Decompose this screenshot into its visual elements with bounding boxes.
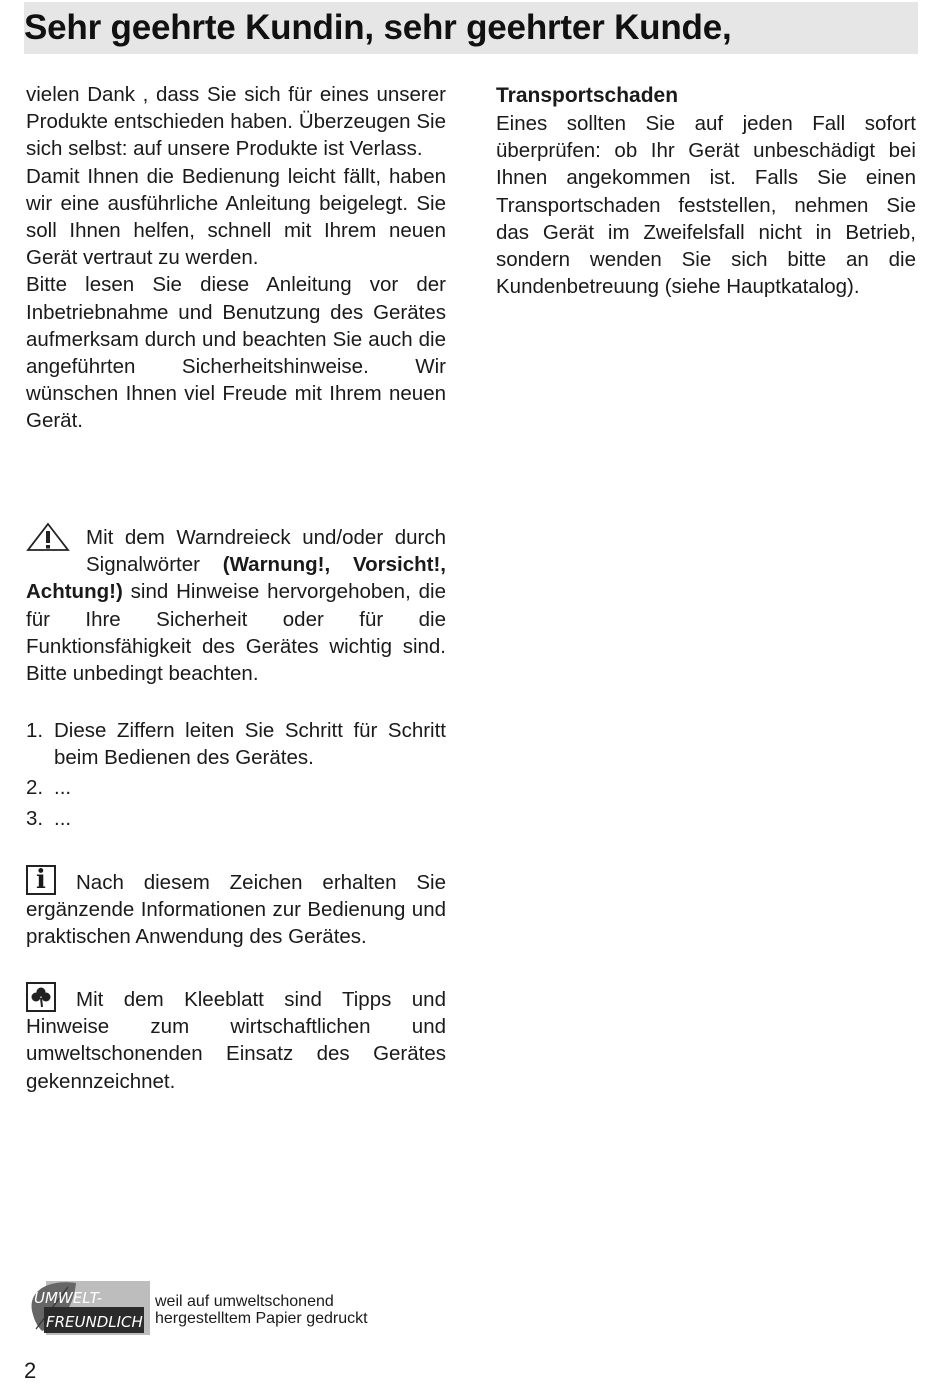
eco-line-2: hergestelltem Papier gedruckt [155, 1310, 368, 1327]
intro-column [26, 81, 446, 435]
intro-paragraph-2: Damit Ihnen die Bedienung leicht fällt, haben wir eine ausführliche Anleitung beigelegt. Sie soll Ihnen helfen, schnell mit Ihrem neuen Gerät vertraut zu werden. [26, 164, 446, 270]
warning-note [26, 524, 446, 687]
page-number: 2 [24, 1358, 37, 1383]
warning-text [26, 524, 446, 687]
clover-text: Mit dem Kleeblatt sind Tipps und Hinweise zum wirtschaftlichen und umweltschonenden Einsatz des Gerätes gekennzeichnet. [26, 988, 446, 1093]
step-number: 3. [26, 806, 44, 830]
step-text: Diese Ziffern leiten Sie Schritt für Schritt beim Bedienen des Gerätes. [54, 719, 446, 770]
list-item [26, 717, 446, 771]
clover-note [26, 986, 446, 1095]
info-text: Nach diesem Zeichen erhalten Sie ergänzende Informationen zur Bedienung und praktischen Anwendung des Gerätes. [26, 871, 446, 949]
step-number: 1. [26, 719, 44, 742]
page-title: Sehr geehrte Kundin, sehr geehrter Kunde, [24, 8, 732, 47]
logo-line-2: FREUNDLICH [46, 1313, 143, 1331]
header-bar [24, 2, 918, 54]
transport-text: Eines sollten Sie auf jeden Fall sofort überprüfen: ob Ihr Gerät unbeschädigt bei Ihnen angekommen ist. Falls Sie einen Transportschaden feststellen, nehmen Sie das Gerät im Zweifelsfall nicht in Betrieb, sondern wenden Sie sich bitte an die Kundenbetreuung (siehe Hauptkatalog). [496, 112, 916, 299]
warning-triangle-icon [26, 522, 70, 552]
step-text: ... [54, 806, 72, 830]
transport-title: Transportschaden [496, 84, 679, 107]
intro-paragraph-3: Bitte lesen Sie diese Anleitung vor der Inbetriebnahme und Benutzung des Gerätes aufmerksam durch und beachten Sie auch die angeführten Sicherheitshinweise. Wir wünschen Ihnen viel Freude mit Ihrem neuen Gerät. [26, 273, 446, 433]
transport-section [496, 81, 916, 300]
warning-text-before: Mit dem Warndreieck und/oder durch Signalwörter [86, 526, 446, 577]
logo-line-1: UMWELT- [34, 1289, 103, 1307]
info-icon: i [26, 865, 56, 895]
eco-footer [28, 1281, 428, 1337]
intro-paragraph-1: vielen Dank , dass Sie sich für eines unserer Produkte entschieden haben. Überzeugen Sie sich selbst: auf unsere Produkte ist Verlass. [26, 83, 446, 161]
clover-icon [26, 982, 56, 1012]
step-number: 2. [26, 776, 44, 800]
signal-words: (Warnung!, Vorsicht!, Achtung!) [26, 553, 447, 604]
warning-text-after: sind Hinweise hervorgehoben, die für Ihre Sicherheit oder für die Funktionsfähigkeit des Gerätes wichtig sind. Bitte unbedingt beachten. [26, 580, 446, 686]
eco-caption [155, 1293, 368, 1327]
eco-leaf-logo [28, 1281, 150, 1335]
info-note [26, 865, 446, 951]
list-item [26, 774, 446, 801]
eco-line-1: weil auf umweltschonend [155, 1293, 334, 1310]
list-item [26, 805, 446, 832]
steps-list [26, 717, 446, 835]
step-text: ... [54, 776, 72, 800]
